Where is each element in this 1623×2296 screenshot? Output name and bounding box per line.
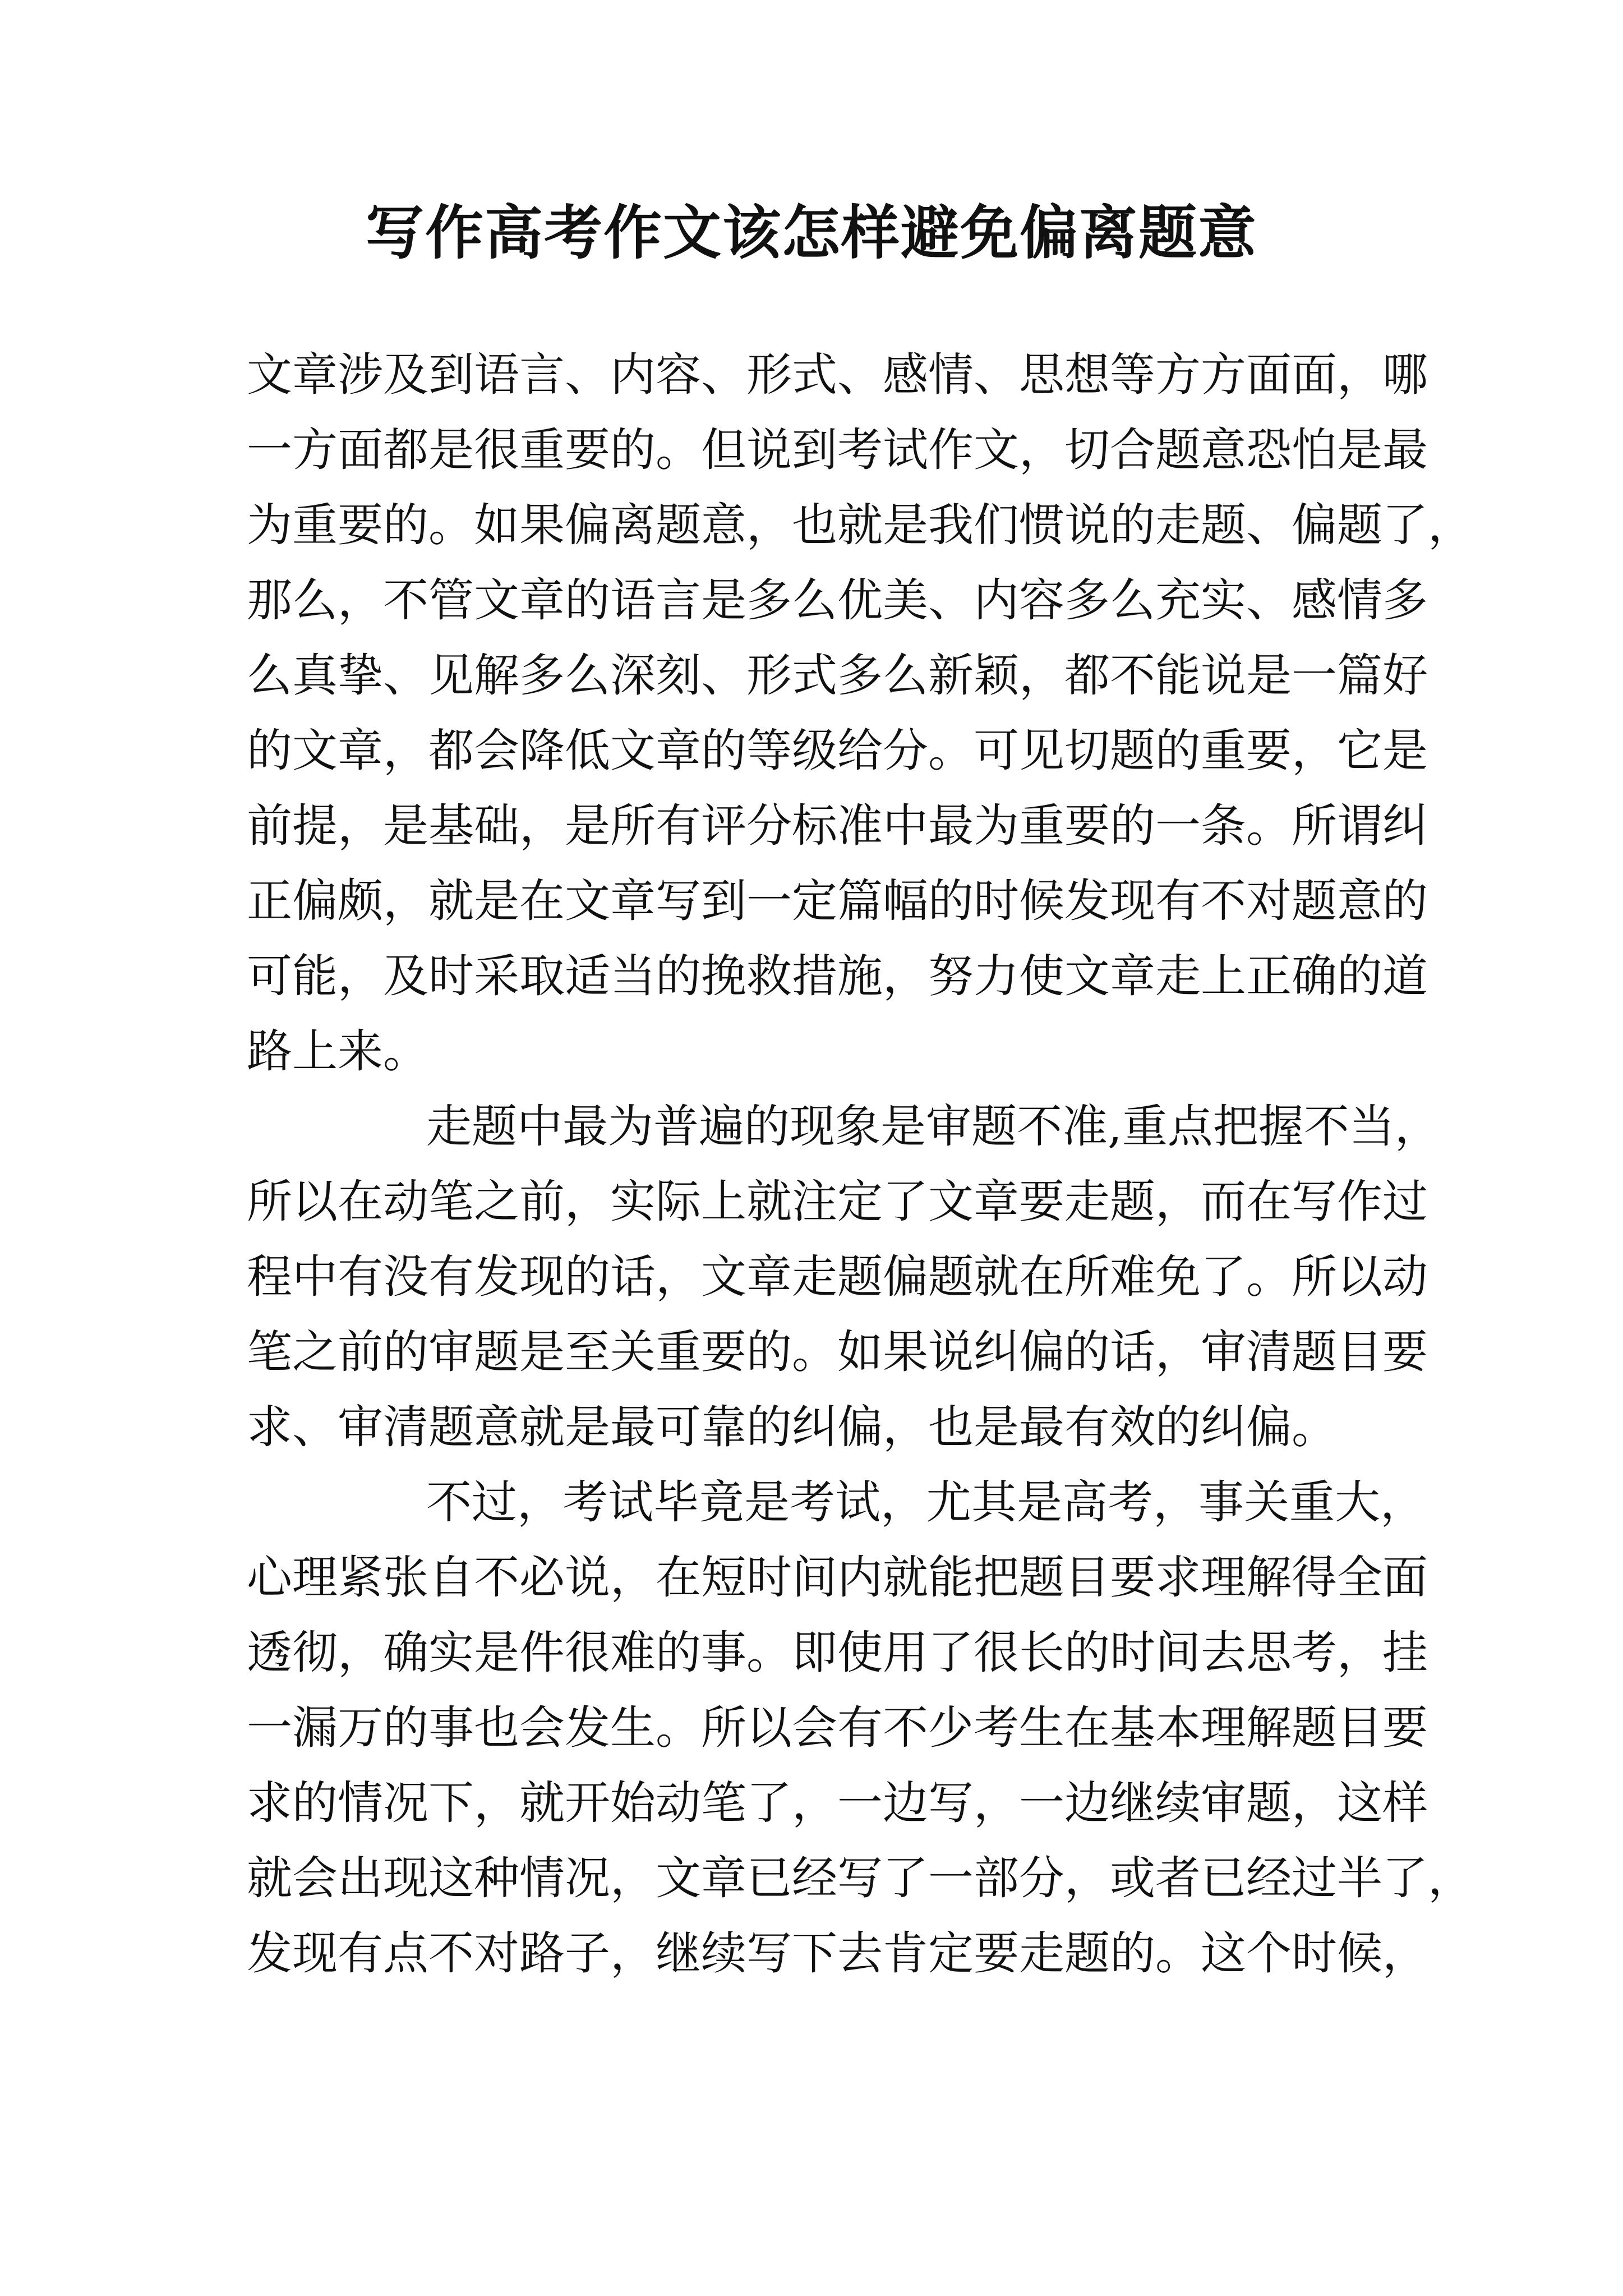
text-line: 一方面都是很重要的。但说到考试作文，切合题意恐怕是最	[247, 424, 1428, 477]
text-line: 可能，及时采取适当的挽救措施，努力使文章走上正确的道	[247, 950, 1428, 1003]
paragraph-1	[247, 338, 1474, 1089]
text-line: 前提，是基础，是所有评分标准中最为重要的一条。所谓纠	[247, 800, 1428, 853]
paragraph-2	[247, 1089, 1440, 1465]
text-line: 一漏万的事也会发生。所以会有不少考生在基本理解题目要	[247, 1702, 1428, 1755]
document-body	[247, 338, 1474, 1991]
text-line: 正偏颇，就是在文章写到一定篇幅的时候发现有不对题意的	[247, 875, 1428, 928]
document-title: 写作高考作文该怎样避免偏离题意	[365, 198, 1257, 267]
text-line: 路上来。	[247, 1025, 429, 1078]
text-line: 就会出现这种情况，文章已经写了一部分，或者已经过半了，	[247, 1852, 1474, 1905]
text-line: 文章涉及到语言、内容、形式、感情、思想等方方面面，哪	[247, 349, 1428, 402]
text-line: 心理紧张自不必说，在短时间内就能把题目要求理解得全面	[247, 1552, 1428, 1604]
text-line: 程中有没有发现的话，文章走题偏题就在所难免了。所以动	[247, 1251, 1428, 1304]
text-line: 求、审清题意就是最可靠的纠偏，也是最有效的纠偏。	[247, 1401, 1338, 1454]
text-line: 为重要的。如果偏离题意，也就是我们惯说的走题、偏题了，	[247, 499, 1474, 552]
text-line: 笔之前的审题是至关重要的。如果说纠偏的话，审清题目要	[247, 1326, 1428, 1379]
text-line: 不过，考试毕竟是考试，尤其是高考，事关重大，	[426, 1476, 1426, 1529]
text-line: 发现有点不对路子，继续写下去肯定要走题的。这个时候，	[247, 1927, 1428, 1980]
text-line: 那么，不管文章的语言是多么优美、内容多么充实、感情多	[247, 574, 1428, 627]
text-line: 走题中最为普遍的现象是审题不准,重点把握不当，	[426, 1101, 1440, 1153]
text-line: 的文章，都会降低文章的等级给分。可见切题的重要，它是	[247, 725, 1428, 777]
text-line: 么真挚、见解多么深刻、形式多么新颖，都不能说是一篇好	[247, 650, 1428, 702]
text-line: 透彻，确实是件很难的事。即使用了很长的时间去思考，挂	[247, 1627, 1428, 1680]
text-line: 所以在动笔之前，实际上就注定了文章要走题，而在写作过	[247, 1176, 1428, 1228]
text-line: 求的情况下，就开始动笔了，一边写，一边继续审题，这样	[247, 1777, 1428, 1830]
paragraph-3	[247, 1465, 1474, 1991]
